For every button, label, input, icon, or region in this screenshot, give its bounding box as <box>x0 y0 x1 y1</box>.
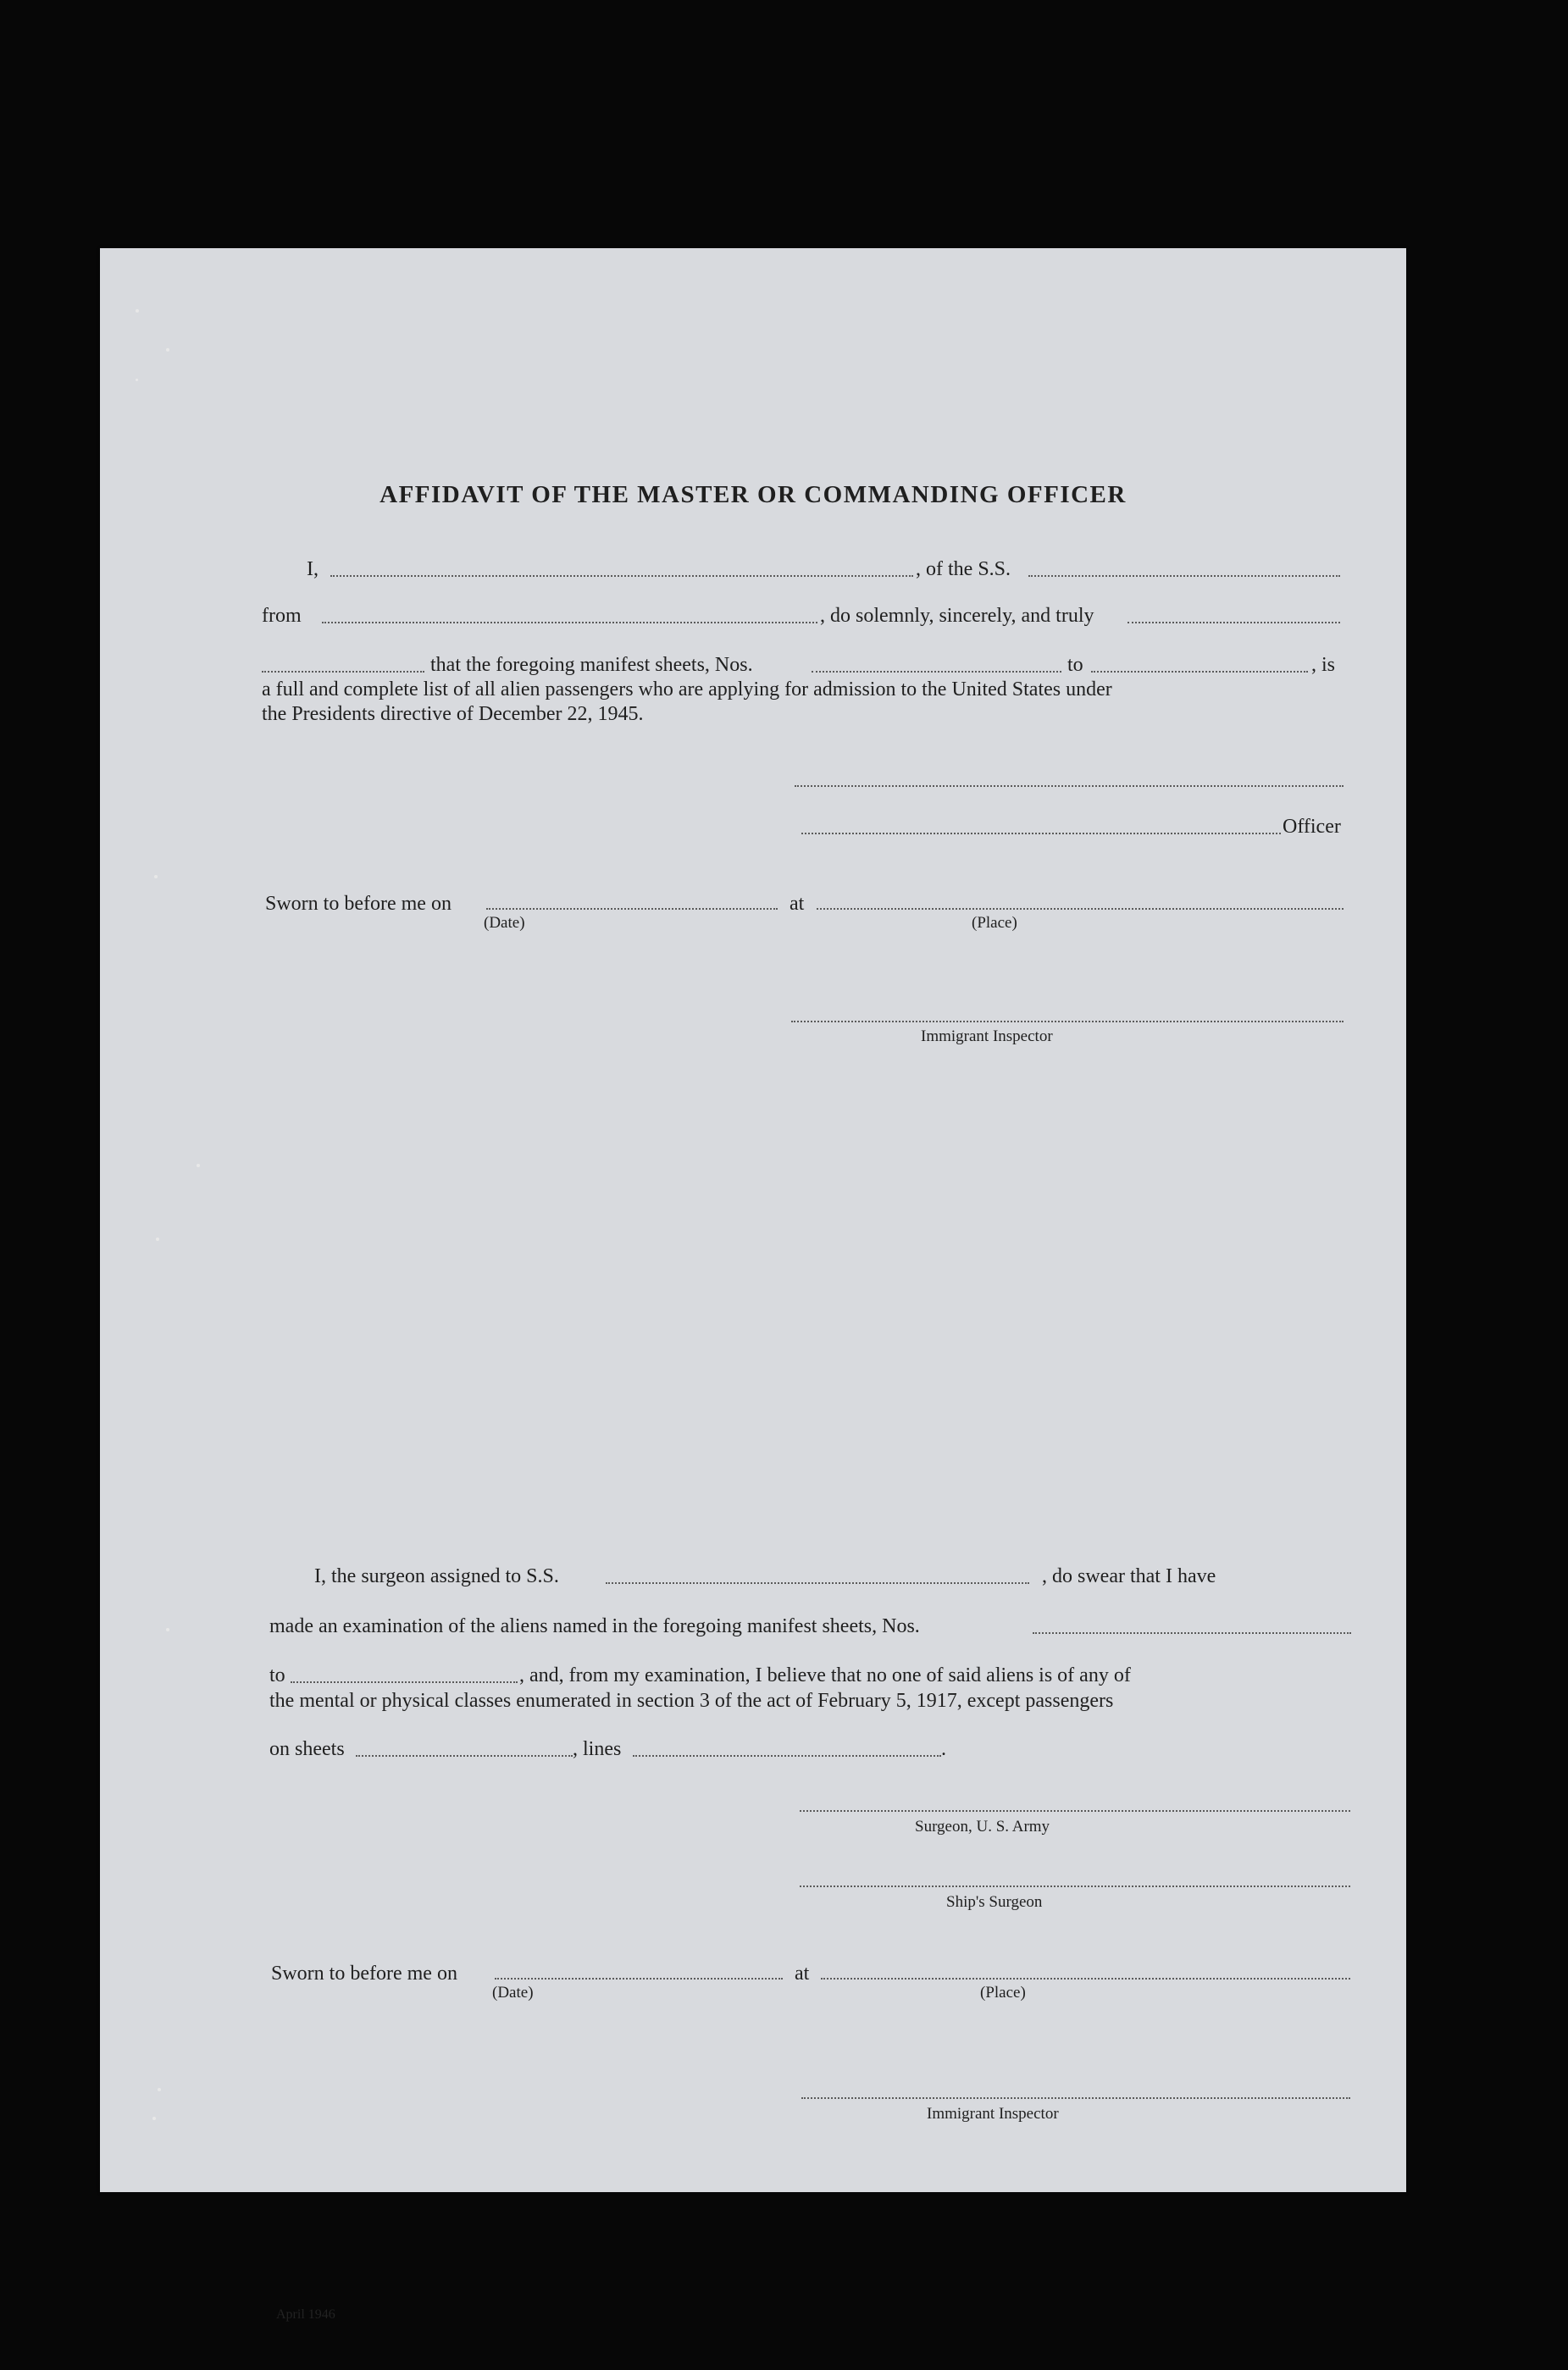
master-line2-prefix: from <box>262 605 302 627</box>
army-surgeon-signature-line[interactable] <box>800 1810 1350 1812</box>
master-signature-line[interactable] <box>795 785 1344 787</box>
form-date-footer: April 1946 <box>276 2307 335 2322</box>
master-line1-mid: , of the S.S. <box>916 558 1011 580</box>
surgeon-inspector-signature-line[interactable] <box>801 2097 1350 2099</box>
scan-speck <box>158 2088 161 2091</box>
master-line3-end: , is <box>1311 654 1336 676</box>
affirm-field[interactable] <box>262 671 424 673</box>
surgeon-line2: made an examination of the aliens named in the foregoing manifest sheets, Nos. <box>269 1615 920 1637</box>
army-surgeon-label: Surgeon, U. S. Army <box>915 1818 1050 1836</box>
sheets-from-field[interactable] <box>812 671 1061 673</box>
surgeon-date-label: (Date) <box>492 1984 534 2002</box>
master-sworn-prefix: Sworn to before me on <box>265 893 452 915</box>
master-line5: the Presidents directive of December 22, 1945. <box>262 703 644 725</box>
master-inspector-signature-line[interactable] <box>791 1021 1344 1022</box>
master-name-field[interactable] <box>330 575 913 577</box>
scan-speck <box>166 1628 169 1631</box>
surgeon-ship-field[interactable] <box>606 1582 1029 1584</box>
master-place-label: (Place) <box>972 914 1017 932</box>
oath-field[interactable] <box>1128 622 1340 623</box>
surgeon-sheets-to-field[interactable] <box>291 1681 518 1683</box>
officer-label: Officer <box>1283 816 1341 838</box>
scan-speck <box>156 1238 159 1241</box>
master-line2-mid: , do solemnly, sincerely, and truly <box>820 605 1094 627</box>
surgeon-sworn-date-field[interactable] <box>495 1978 783 1980</box>
master-sworn-at: at <box>790 893 805 915</box>
scan-speck <box>154 875 158 878</box>
surgeon-line1-end: , do swear that I have <box>1042 1565 1216 1587</box>
surgeon-sworn-place-field[interactable] <box>821 1978 1350 1980</box>
surgeon-line5-lines: , lines <box>573 1738 622 1760</box>
surgeon-line3-prefix: to <box>269 1664 285 1686</box>
master-line4: a full and complete list of all alien passengers who are applying for admission to the United States under <box>262 678 1112 700</box>
scan-speck <box>136 379 138 381</box>
master-inspector-label: Immigrant Inspector <box>921 1027 1053 1045</box>
master-date-label: (Date) <box>484 914 525 932</box>
surgeon-line3-rest: , and, from my examination, I believe that no one of said aliens is of any of <box>519 1664 1131 1686</box>
form-page <box>100 248 1406 2322</box>
scan-speck <box>166 348 169 352</box>
surgeon-sworn-at: at <box>795 1963 810 1985</box>
master-line1-prefix: I, <box>307 558 319 580</box>
officer-signature-line[interactable] <box>801 833 1281 834</box>
surgeon-sheets-from-field[interactable] <box>1033 1632 1351 1634</box>
surgeon-line1-prefix: I, the surgeon assigned to S.S. <box>314 1565 559 1587</box>
master-line3-mid: that the foregoing manifest sheets, Nos. <box>430 654 753 676</box>
affidavit-title: AFFIDAVIT OF THE MASTER OR COMMANDING OFFICER <box>380 481 1127 508</box>
master-sworn-place-field[interactable] <box>817 908 1344 910</box>
scan-speck <box>152 2117 156 2120</box>
surgeon-line4: the mental or physical classes enumerated in section 3 of the act of February 5, 1917, except passengers <box>269 1690 1114 1712</box>
port-field[interactable] <box>322 622 817 623</box>
surgeon-sworn-prefix: Sworn to before me on <box>271 1963 457 1985</box>
master-line3-to: to <box>1067 654 1083 676</box>
surgeon-line5-end: . <box>941 1738 946 1760</box>
scan-speck <box>197 1164 200 1167</box>
surgeon-place-label: (Place) <box>980 1984 1026 2002</box>
surgeon-inspector-label: Immigrant Inspector <box>927 2105 1059 2123</box>
except-lines-field[interactable] <box>633 1755 941 1757</box>
master-sworn-date-field[interactable] <box>486 908 778 910</box>
sheets-to-field[interactable] <box>1091 671 1308 673</box>
scan-speck <box>136 309 139 313</box>
ship-name-field[interactable] <box>1028 575 1340 577</box>
except-sheets-field[interactable] <box>356 1755 573 1757</box>
surgeon-line5-prefix: on sheets <box>269 1738 345 1760</box>
ships-surgeon-label: Ship's Surgeon <box>946 1893 1043 1911</box>
ships-surgeon-signature-line[interactable] <box>800 1885 1350 1887</box>
